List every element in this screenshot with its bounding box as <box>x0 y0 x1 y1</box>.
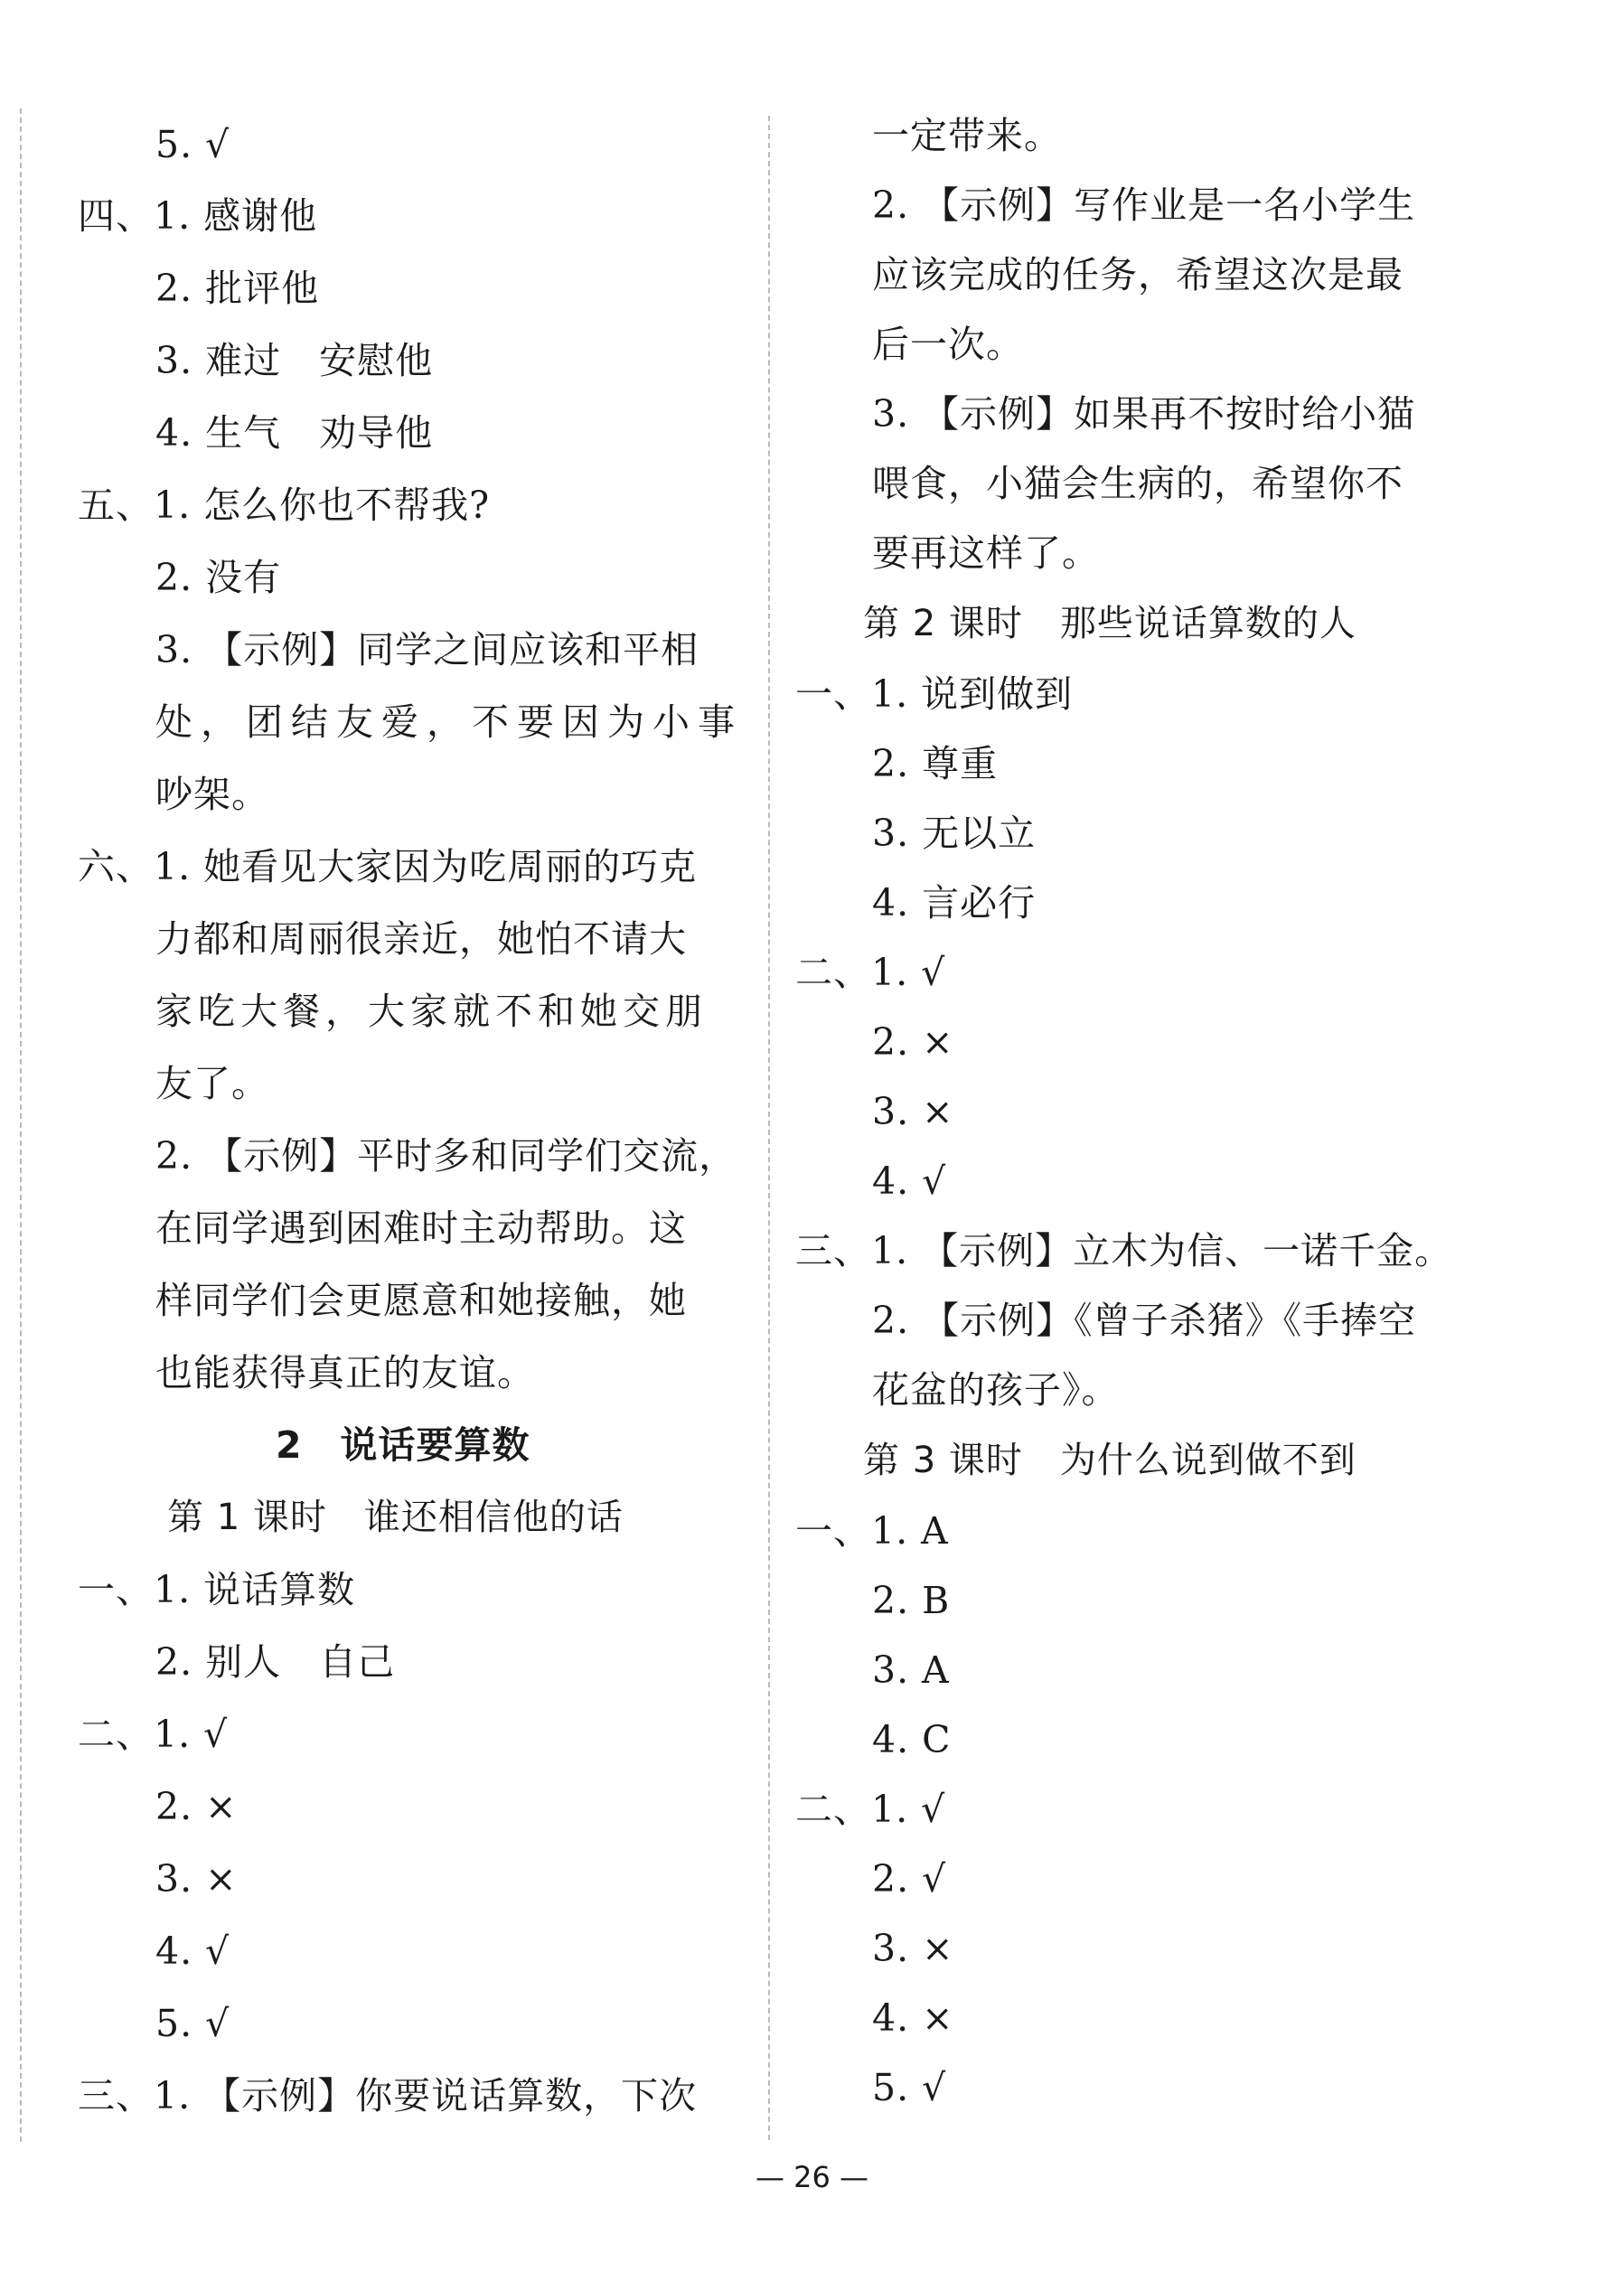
answer-line: 一定带来。 <box>872 114 1062 157</box>
answer-line: 二、1. √ <box>78 1713 229 1756</box>
answer-line: 2. × <box>872 1020 954 1064</box>
answer-line: 2. 没有 <box>155 556 282 599</box>
answer-line: 五、1. 怎么你也不帮我? <box>78 484 491 527</box>
answer-line: 三、1. 【示例】立木为信、一诺千金。 <box>795 1229 1453 1272</box>
page-number: — 26 — <box>755 2160 869 2194</box>
answer-line: 在同学遇到困难时主动帮助。这 <box>155 1206 687 1250</box>
answer-line: 3. A <box>872 1648 950 1692</box>
answer-line: 2. 批评他 <box>155 267 320 310</box>
answer-line: 2. √ <box>872 1857 947 1901</box>
answer-line: 吵架。 <box>155 773 269 816</box>
answer-line: 5. √ <box>872 2066 947 2109</box>
answer-line: 花盆的孩子》。 <box>872 1368 1120 1412</box>
answer-line: 应该完成的任务，希望这次是最 <box>872 253 1403 296</box>
answer-line: 后一次。 <box>872 323 1024 366</box>
answer-line: 2. × <box>155 1785 238 1828</box>
answer-line: 喂食，小猫会生病的，希望你不 <box>872 462 1403 505</box>
answer-line: 5. √ <box>155 123 230 166</box>
section-heading: 2 说话要算数 <box>276 1423 530 1467</box>
answer-line: 3. 【示例】同学之间应该和平相 <box>155 628 699 671</box>
answer-line: 力都和周丽很亲近，她怕不请大 <box>155 917 687 961</box>
answer-line: 5. √ <box>155 2002 230 2045</box>
answer-line: 一、1. A <box>795 1509 949 1553</box>
answer-line: 4. C <box>872 1718 952 1761</box>
answer-line: 2. 【示例】写作业是一名小学生 <box>872 183 1416 227</box>
answer-line: 处，团结友爱，不要因为小事 <box>155 700 743 744</box>
answer-line: 二、1. √ <box>795 1788 946 1831</box>
left-margin-dashed-line <box>20 108 22 2142</box>
answer-line: 3. × <box>872 1090 954 1133</box>
answer-line: 二、1. √ <box>795 951 946 994</box>
answer-line: 要再这样了。 <box>872 531 1100 575</box>
answer-line: 六、1. 她看见大家因为吃周丽的巧克 <box>78 845 698 888</box>
answer-line: 四、1. 感谢他 <box>78 194 318 238</box>
answer-line: 一、1. 说到做到 <box>795 672 1074 716</box>
answer-line: 4. √ <box>155 1929 230 1973</box>
answer-line: 友了。 <box>155 1062 269 1105</box>
answer-line: 一、1. 说话算数 <box>78 1568 356 1611</box>
lesson-heading: 第 1 课时 谁还相信他的话 <box>167 1497 624 1538</box>
answer-line: 3. 【示例】如果再不按时给小猫 <box>872 392 1416 436</box>
answer-line: 4. 生气 劝导他 <box>155 411 434 455</box>
answer-line: 4. √ <box>872 1159 947 1203</box>
lesson-heading: 第 3 课时 为什么说到做不到 <box>863 1440 1356 1481</box>
answer-line: 2. 【示例】平时多和同学们交流， <box>155 1134 737 1178</box>
column-divider-dashed-line <box>768 116 770 2140</box>
answer-line: 3. 无以立 <box>872 812 1037 855</box>
answer-line: 3. 难过 安慰他 <box>155 339 434 382</box>
lesson-heading: 第 2 课时 那些说话算数的人 <box>863 603 1356 644</box>
answer-line: 4. × <box>872 1996 954 2040</box>
answer-line: 三、1. 【示例】你要说话算数，下次 <box>78 2074 698 2117</box>
answer-line: 家吃大餐，大家就不和她交朋 <box>155 990 708 1033</box>
answer-line: 2. 【示例】《曾子杀猪》《手捧空 <box>872 1299 1417 1342</box>
answer-line: 3. × <box>872 1927 954 1970</box>
answer-line: 4. 言必行 <box>872 881 1037 925</box>
answer-line: 3. × <box>155 1857 238 1901</box>
answer-line: 2. 尊重 <box>872 742 999 785</box>
answer-line: 2. B <box>872 1579 951 1622</box>
answer-line: 2. 别人 自己 <box>155 1640 396 1684</box>
answer-line: 也能获得真正的友谊。 <box>155 1351 535 1394</box>
answer-line: 样同学们会更愿意和她接触，她 <box>155 1279 687 1322</box>
